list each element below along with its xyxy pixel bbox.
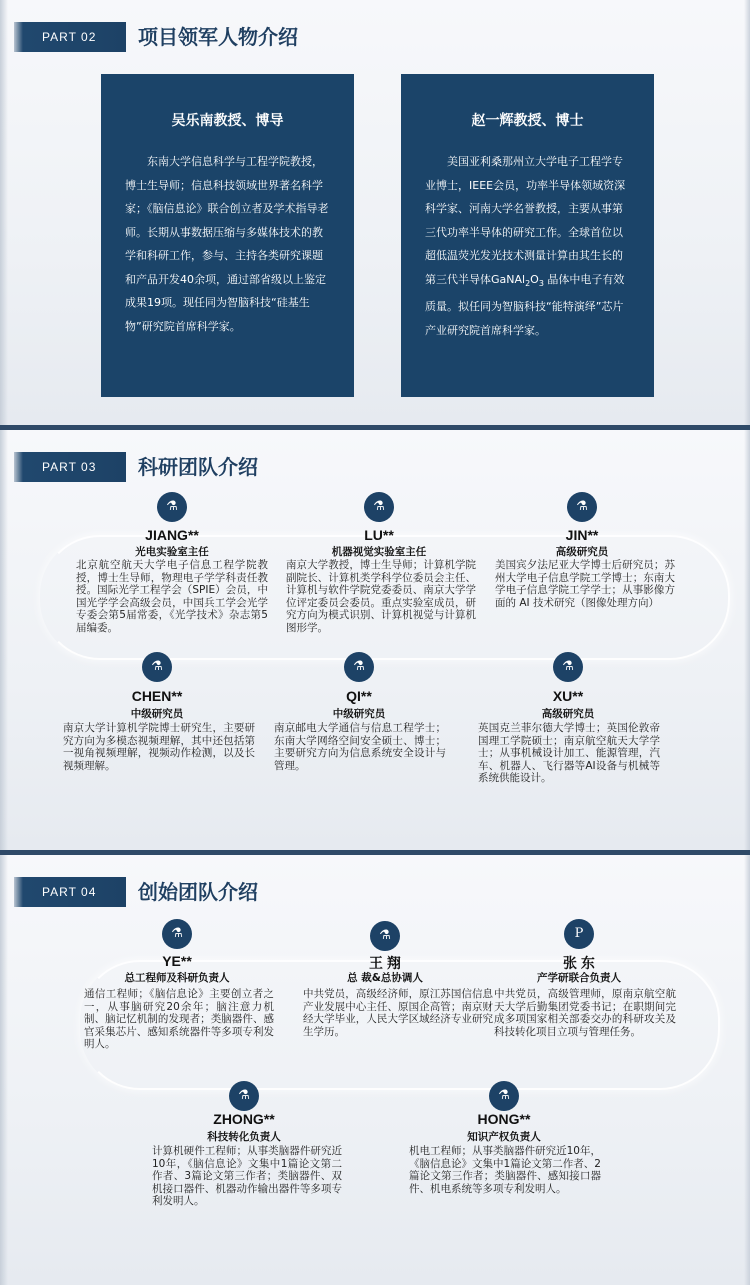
- flask-icon: ⚗: [142, 652, 172, 682]
- flask-icon: ⚗: [567, 492, 597, 522]
- leader-card-wu: [101, 74, 354, 397]
- part-tag: PART 04: [14, 877, 126, 907]
- slide-part-03: [0, 430, 750, 850]
- member-role: 机器视觉实验室主任: [331, 546, 427, 558]
- member-role: 总 裁&总协调人: [347, 972, 423, 984]
- member-role: 产学研联合负责人: [537, 972, 621, 984]
- flask-icon: ⚗: [229, 1081, 259, 1111]
- section-title: 科研团队介绍: [138, 455, 258, 479]
- slide-part-02: [0, 0, 750, 425]
- member-desc: 中共党员，高级经济师，原江苏国信信息产业发展中心主任、原国企高管；南京财经大学毕业，人民大学区域经济专业研究生学历。: [303, 988, 493, 1038]
- member-name: HONG**: [477, 1111, 531, 1127]
- flask-icon: ⚗: [489, 1081, 519, 1111]
- pin-p-icon: P: [564, 919, 594, 949]
- bio-part: O: [530, 272, 539, 286]
- member-name: 王 翔: [369, 955, 401, 971]
- slide-part-04: [0, 855, 750, 1285]
- member-name: JIN**: [565, 527, 599, 543]
- member-name: ZHONG**: [213, 1111, 275, 1127]
- member-name: YE**: [162, 953, 192, 969]
- member-name: JIANG**: [145, 527, 199, 543]
- bio-part: 美国亚利桑那州立大学电子工程学专业博士，IEEE会员，功率半导体领域资深科学家、河南大学名誉教授，主要从事第三代功率半导体的研究工作。全球首位以超低温荧光发光技术测量计算由其生长的第三代半导体GaNAl: [425, 155, 626, 286]
- member-desc: 南京大学教授，博士生导师；计算机学院副院长、计算机类学科学位委员会主任、计算机与软件学院党委委员、南京大学学位评定委员会委员。重点实验室成员，研 究方向为模式识别、计算机视觉与计算机图形学。: [286, 559, 476, 634]
- flask-icon: ⚗: [162, 919, 192, 949]
- right-edge-shade: [744, 0, 750, 425]
- member-name: 张 东: [563, 955, 595, 971]
- member-desc: 南京大学计算机学院博士研究生，主要研究方向为多模态视频理解，其中还包括第一视角视频理解，视频动作检测，以及长视频理解。: [63, 722, 255, 772]
- flask-icon: ⚗: [370, 921, 400, 951]
- member-name: LU**: [364, 527, 394, 543]
- leader-name: 赵一辉教授、博士: [471, 113, 584, 129]
- right-edge-shade: [744, 430, 750, 850]
- member-desc: 北京航空航天大学电子信息工程学院教授，博士生导师，物理电子学学科责任教授。国际光学工程学会（SPIE）会员，中国光学学会高级会员，中国兵工学会光学专委会第5届常委，《光学技术》杂志第5届编委。: [76, 559, 268, 634]
- left-edge-shade: [0, 0, 8, 425]
- member-role: 高级研究员: [555, 546, 609, 558]
- member-desc: 美国宾夕法尼亚大学博士后研究员；苏州大学电子信息学院工学博士；东南大学电子信息学院工学学士；从事影像方面的 AI 技术研究（图像处理方向）: [495, 559, 675, 609]
- leader-bio: [425, 150, 630, 342]
- subscript: 3: [538, 278, 544, 288]
- member-desc: 机电工程师；从事类脑器件研究近10年，《脑信息论》文集中1篇论文第二作者、2篇论文第三作者；类脑器件、感知接口器件、机电系统等多项专利发明人。: [409, 1145, 601, 1195]
- flask-icon: ⚗: [157, 492, 187, 522]
- part-tag: PART 03: [14, 452, 126, 482]
- member-role: 总工程师及科研负责人: [124, 972, 230, 984]
- member-role: 中级研究员: [130, 708, 184, 720]
- member-role: 光电实验室主任: [135, 546, 209, 558]
- slide-header: [0, 452, 750, 482]
- member-name: XU**: [552, 688, 584, 704]
- bio-part: 晶体中电子有效质量。拟任同为智脑科技“能特演绎”芯片产业研究院首席科学家。: [425, 272, 625, 337]
- member-role: 科技转化负责人: [207, 1131, 281, 1143]
- left-edge-shade: [0, 855, 8, 1285]
- member-role: 中级研究员: [332, 708, 386, 720]
- flask-icon: ⚗: [553, 652, 583, 682]
- member-role: 高级研究员: [541, 708, 595, 720]
- right-edge-shade: [744, 855, 750, 1285]
- section-title: 项目领军人物介绍: [138, 25, 298, 49]
- leader-bio: 东南大学信息科学与工程学院教授，博士生导师；信息科技领域世界著名科学家；《脑信息论》联合创立者及学术指导老师。长期从事数据压缩与多媒体技术的教学和科研工作，参与、主持各类研究课题和产品开发40余项，通过部省级以上鉴定成果19项。现任同为智脑科技“硅基生物”研究院首席科学家。: [125, 155, 329, 333]
- member-desc: 中共党员，高级管理师，原南京航空航天大学后勤集团党委书记；在职期间完成多项国家相关部委交办的科研攻关及科技转化项目立项与管理任务。: [494, 988, 676, 1038]
- left-edge-shade: [0, 430, 8, 850]
- part-tag: PART 02: [14, 22, 126, 52]
- leader-card-zhao: [401, 74, 654, 397]
- member-desc: 南京邮电大学通信与信息工程学士；东南大学网络空间安全硕士、博士；主要研究方向为信息系统安全设计与管理。: [274, 722, 446, 772]
- member-name: QI**: [346, 688, 372, 704]
- flask-icon: ⚗: [344, 652, 374, 682]
- member-role: 知识产权负责人: [467, 1131, 541, 1143]
- section-title: 创始团队介绍: [138, 880, 258, 904]
- member-name: CHEN**: [131, 688, 183, 704]
- subscript: 2: [525, 278, 531, 288]
- slide-header: [0, 877, 750, 907]
- leader-name: 吴乐南教授、博导: [171, 113, 284, 129]
- member-desc: 英国克兰菲尔德大学博士；英国伦敦帝国理工学院硕士；南京航空航天大学学士；从事机械设计加工、能源管理，汽车、机器人、飞行器等AI设备与机械等系统供能设计。: [478, 722, 660, 784]
- flask-icon: ⚗: [364, 492, 394, 522]
- slide-header: [0, 22, 750, 52]
- member-desc: 计算机硬件工程师；从事类脑器件研究近10年，《脑信息论》文集中1篇论文第二作者、3篇论文第三作者；类脑器件、双机接口器件、机器动作输出器件等多项专利发明人。: [152, 1145, 342, 1207]
- member-desc: 通信工程师；《脑信息论》主要创立者之一，从事脑研究20余年；脑注意力机制、脑记忆机制的发现者；类脑器件、感官采集芯片、感知系统器件等多项专利发明人。: [84, 988, 274, 1050]
